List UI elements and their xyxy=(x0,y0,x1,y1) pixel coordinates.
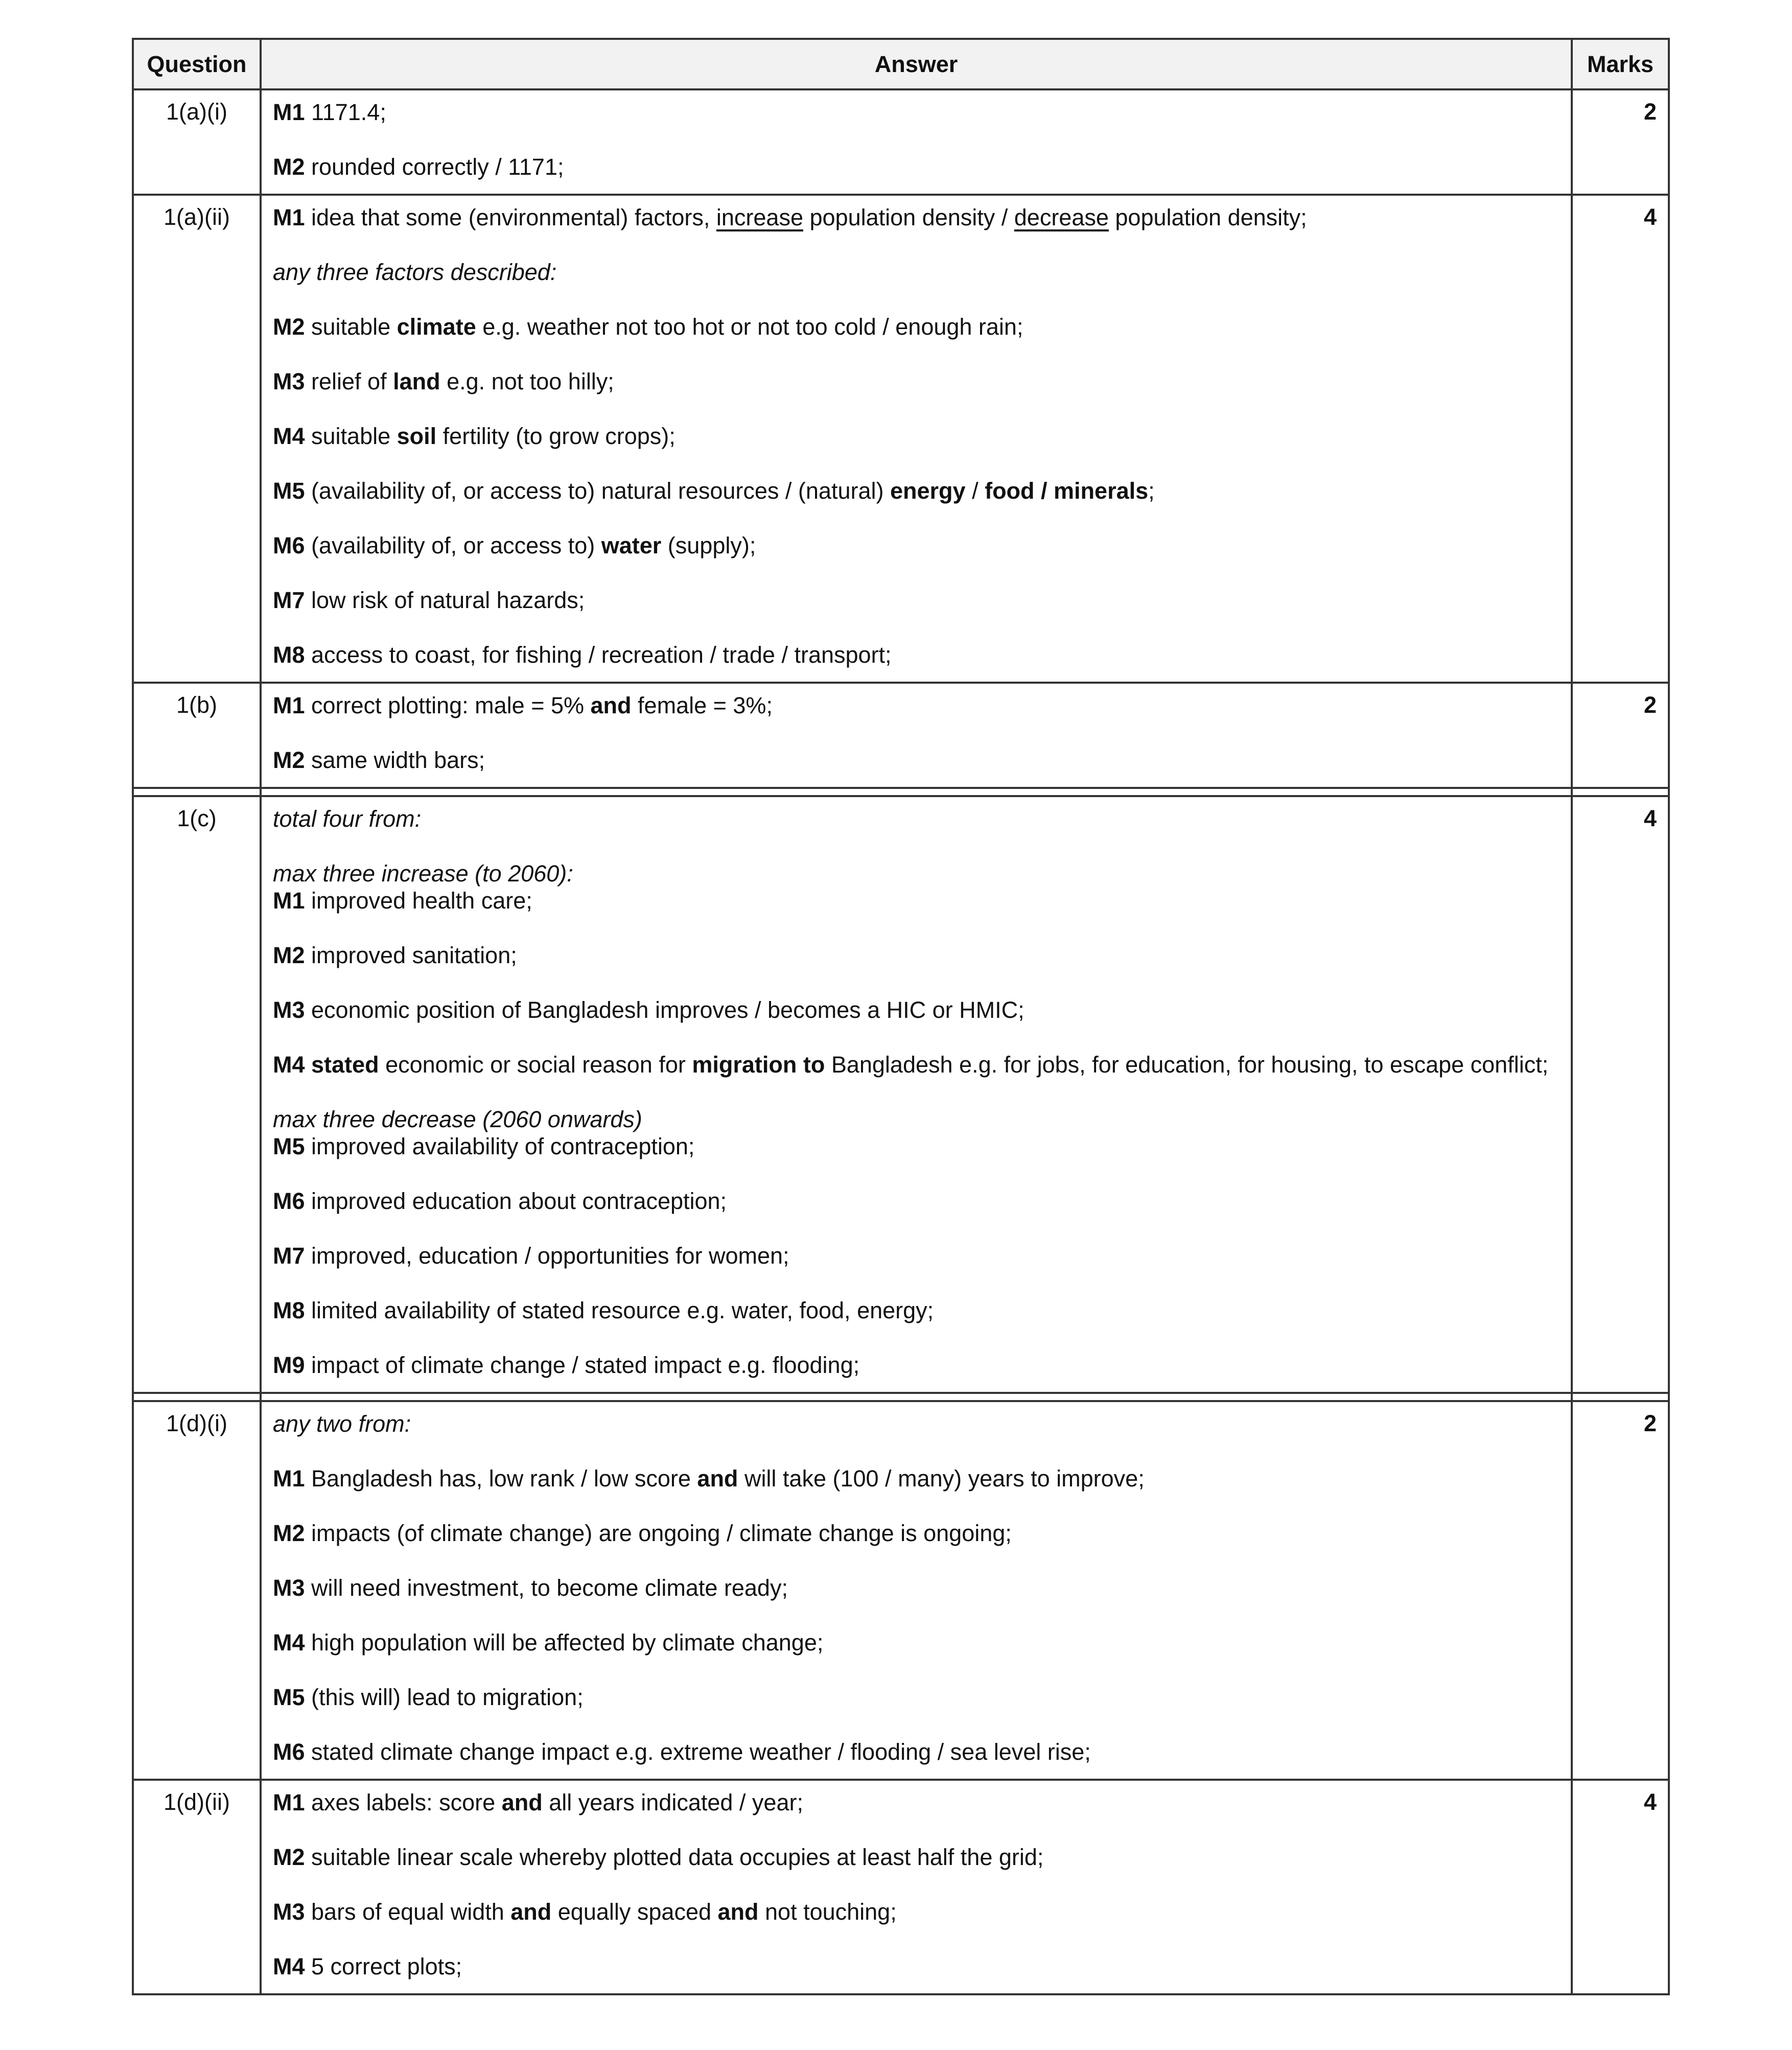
text-segment: female = 3%; xyxy=(631,692,773,718)
text-segment: all years indicated / year; xyxy=(542,1789,803,1815)
answer-line xyxy=(273,153,1561,180)
bold-text: M7 xyxy=(273,1243,305,1269)
answer-line xyxy=(273,1789,1561,1816)
table-row xyxy=(133,1780,1669,1994)
separator-cell xyxy=(1572,1393,1669,1401)
answer-line xyxy=(273,1242,1561,1269)
bold-text: M4 stated xyxy=(273,1052,379,1078)
bold-text: M2 xyxy=(273,747,305,773)
answer-line xyxy=(273,99,1561,126)
answer-line xyxy=(273,860,1561,887)
underlined-text: decrease xyxy=(1014,204,1109,230)
answer-cell xyxy=(261,683,1572,788)
bold-text: M5 xyxy=(273,478,305,504)
bold-text: M3 xyxy=(273,997,305,1023)
mark-scheme-page xyxy=(132,38,1668,1995)
text-segment: access to coast, for fishing / recreation / trade / transport; xyxy=(305,642,892,668)
answer-line xyxy=(273,887,1561,914)
text-segment: (availability of, or access to) natural resources / (natural) xyxy=(305,478,890,504)
text-segment: / xyxy=(965,478,985,504)
text-segment: suitable linear scale whereby plotted data occupies at least half the grid; xyxy=(305,1844,1044,1870)
answer-line xyxy=(273,1297,1561,1324)
answer-line xyxy=(273,1410,1561,1437)
text-segment: rounded correctly / 1171; xyxy=(305,154,564,180)
text-segment: improved availability of contraception; xyxy=(305,1133,695,1159)
answer-line xyxy=(273,1133,1561,1160)
bold-text: M6 xyxy=(273,532,305,558)
text-segment: bars of equal width xyxy=(305,1899,511,1925)
marks-value: 4 xyxy=(1572,195,1669,683)
row-separator xyxy=(133,788,1669,796)
text-segment: limited availability of stated resource e.g. water, food, energy; xyxy=(305,1297,934,1323)
separator-cell xyxy=(133,788,261,796)
question-number: 1(d)(ii) xyxy=(133,1780,261,1994)
separator-cell xyxy=(1572,788,1669,796)
bold-text: M5 xyxy=(273,1684,305,1710)
answer-line xyxy=(273,423,1561,450)
separator-cell xyxy=(261,1393,1572,1401)
answer-line xyxy=(273,1898,1561,1925)
answer-cell xyxy=(261,796,1572,1393)
text-segment: (supply); xyxy=(661,532,756,558)
answer-line xyxy=(273,805,1561,832)
italic-text: any three factors described: xyxy=(273,259,557,285)
answer-line xyxy=(273,1465,1561,1492)
text-segment: will need investment, to become climate ready; xyxy=(305,1575,788,1601)
bold-text: M4 xyxy=(273,1629,305,1656)
text-segment: correct plotting: male = 5% xyxy=(305,692,591,718)
bold-text: M1 xyxy=(273,204,305,230)
text-segment: economic or social reason for xyxy=(379,1052,692,1078)
italic-text: any two from: xyxy=(273,1411,411,1437)
question-number: 1(b) xyxy=(133,683,261,788)
marks-value: 4 xyxy=(1572,1780,1669,1994)
text-segment: economic position of Bangladesh improves / becomes a HIC or HMIC; xyxy=(305,997,1025,1023)
bold-text: M3 xyxy=(273,368,305,394)
question-number: 1(a)(ii) xyxy=(133,195,261,683)
bold-text: M1 xyxy=(273,1789,305,1815)
answer-line xyxy=(273,1574,1561,1601)
text-segment: idea that some (environmental) factors, xyxy=(305,204,716,230)
bold-text: M7 xyxy=(273,587,305,613)
answer-line xyxy=(273,1187,1561,1215)
header-answer: Answer xyxy=(261,39,1572,89)
text-segment: 5 correct plots; xyxy=(305,1953,462,1979)
answer-line xyxy=(273,747,1561,774)
answer-line xyxy=(273,996,1561,1023)
text-segment: e.g. weather not too hot or not too cold / enough rain; xyxy=(476,314,1023,340)
text-segment: equally spaced xyxy=(551,1899,718,1925)
bold-text: M2 xyxy=(273,314,305,340)
bold-text: M2 xyxy=(273,1520,305,1546)
text-segment: (this will) lead to migration; xyxy=(305,1684,584,1710)
answer-line xyxy=(273,587,1561,614)
bold-text: and xyxy=(501,1789,543,1815)
bold-text: M5 xyxy=(273,1133,305,1159)
bold-text: and xyxy=(510,1899,552,1925)
answer-line xyxy=(273,942,1561,969)
answer-line xyxy=(273,1352,1561,1379)
answer-cell xyxy=(261,1401,1572,1780)
text-segment: impact of climate change / stated impact e.g. flooding; xyxy=(305,1352,860,1378)
text-segment: suitable xyxy=(305,314,397,340)
table-body xyxy=(133,89,1669,1994)
bold-text: land xyxy=(393,368,440,394)
mark-scheme-table xyxy=(132,38,1670,1995)
answer-line xyxy=(273,692,1561,719)
text-segment: suitable xyxy=(305,423,397,449)
bold-text: M8 xyxy=(273,1297,305,1323)
row-separator xyxy=(133,1393,1669,1401)
answer-line xyxy=(273,641,1561,668)
text-segment: improved education about contraception; xyxy=(305,1188,727,1214)
answer-line xyxy=(273,1629,1561,1656)
answer-line xyxy=(273,1953,1561,1980)
header-question: Question xyxy=(133,39,261,89)
text-segment: improved, education / opportunities for women; xyxy=(305,1243,789,1269)
text-segment: axes labels: score xyxy=(305,1789,502,1815)
bold-text: M8 xyxy=(273,642,305,668)
table-row xyxy=(133,683,1669,788)
answer-line xyxy=(273,1051,1561,1078)
marks-value: 2 xyxy=(1572,89,1669,195)
bold-text: M9 xyxy=(273,1352,305,1378)
question-number: 1(a)(i) xyxy=(133,89,261,195)
marks-value: 4 xyxy=(1572,796,1669,1393)
text-segment: relief of xyxy=(305,368,393,394)
italic-text: total four from: xyxy=(273,806,422,832)
answer-line xyxy=(273,1738,1561,1765)
bold-text: M6 xyxy=(273,1188,305,1214)
bold-text: and xyxy=(717,1899,759,1925)
header-marks: Marks xyxy=(1572,39,1669,89)
underlined-text: increase xyxy=(716,204,803,230)
text-segment: 1171.4; xyxy=(305,99,386,125)
answer-line xyxy=(273,477,1561,504)
bold-text: M3 xyxy=(273,1899,305,1925)
marks-value: 2 xyxy=(1572,1401,1669,1780)
marks-value: 2 xyxy=(1572,683,1669,788)
bold-text: M2 xyxy=(273,154,305,180)
bold-text: and xyxy=(590,692,632,718)
answer-line xyxy=(273,204,1561,231)
text-segment: improved health care; xyxy=(305,888,532,914)
text-segment: (availability of, or access to) xyxy=(305,532,601,558)
answer-line xyxy=(273,1106,1561,1133)
answer-line xyxy=(273,1684,1561,1711)
text-segment: population density / xyxy=(803,204,1014,230)
question-number: 1(c) xyxy=(133,796,261,1393)
bold-text: M4 xyxy=(273,1953,305,1979)
answer-cell xyxy=(261,89,1572,195)
bold-text: soil xyxy=(397,423,437,449)
bold-text: M6 xyxy=(273,1739,305,1765)
text-segment: high population will be affected by climate change; xyxy=(305,1629,824,1656)
bold-text: M2 xyxy=(273,942,305,968)
bold-text: M1 xyxy=(273,692,305,718)
text-segment: low risk of natural hazards; xyxy=(305,587,585,613)
bold-text: water xyxy=(601,532,662,558)
bold-text: M1 xyxy=(273,1465,305,1492)
bold-text: migration to xyxy=(692,1052,825,1078)
table-row xyxy=(133,195,1669,683)
question-number: 1(d)(i) xyxy=(133,1401,261,1780)
bold-text: energy xyxy=(890,478,966,504)
bold-text: climate xyxy=(397,314,476,340)
table-row xyxy=(133,1401,1669,1780)
separator-cell xyxy=(133,1393,261,1401)
text-segment: fertility (to grow crops); xyxy=(436,423,676,449)
text-segment: e.g. not too hilly; xyxy=(440,368,614,394)
italic-text: max three increase (to 2060): xyxy=(273,860,573,887)
text-segment: Bangladesh e.g. for jobs, for education, for housing, to escape conflict; xyxy=(825,1052,1549,1078)
bold-text: M1 xyxy=(273,99,305,125)
answer-line xyxy=(273,1520,1561,1547)
answer-line xyxy=(273,1844,1561,1871)
text-segment: Bangladesh has, low rank / low score xyxy=(305,1465,697,1492)
table-row xyxy=(133,796,1669,1393)
bold-text: and xyxy=(697,1465,738,1492)
bold-text: M2 xyxy=(273,1844,305,1870)
separator-cell xyxy=(261,788,1572,796)
text-segment: not touching; xyxy=(758,1899,897,1925)
text-segment: same width bars; xyxy=(305,747,485,773)
bold-text: M1 xyxy=(273,888,305,914)
text-segment: population density; xyxy=(1108,204,1307,230)
text-segment: ; xyxy=(1148,478,1155,504)
text-segment: stated climate change impact e.g. extreme weather / flooding / sea level rise; xyxy=(305,1739,1091,1765)
italic-text: max three decrease (2060 onwards) xyxy=(273,1106,642,1132)
bold-text: M4 xyxy=(273,423,305,449)
text-segment: will take (100 / many) years to improve; xyxy=(738,1465,1145,1492)
text-segment: impacts (of climate change) are ongoing / climate change is ongoing; xyxy=(305,1520,1012,1546)
bold-text: food / minerals xyxy=(985,478,1149,504)
text-segment: improved sanitation; xyxy=(305,942,517,968)
answer-line xyxy=(273,313,1561,340)
answer-cell xyxy=(261,195,1572,683)
answer-cell xyxy=(261,1780,1572,1994)
table-row xyxy=(133,89,1669,195)
answer-line xyxy=(273,259,1561,286)
answer-line xyxy=(273,532,1561,559)
answer-line xyxy=(273,368,1561,395)
bold-text: M3 xyxy=(273,1575,305,1601)
table-header-row xyxy=(133,39,1669,89)
